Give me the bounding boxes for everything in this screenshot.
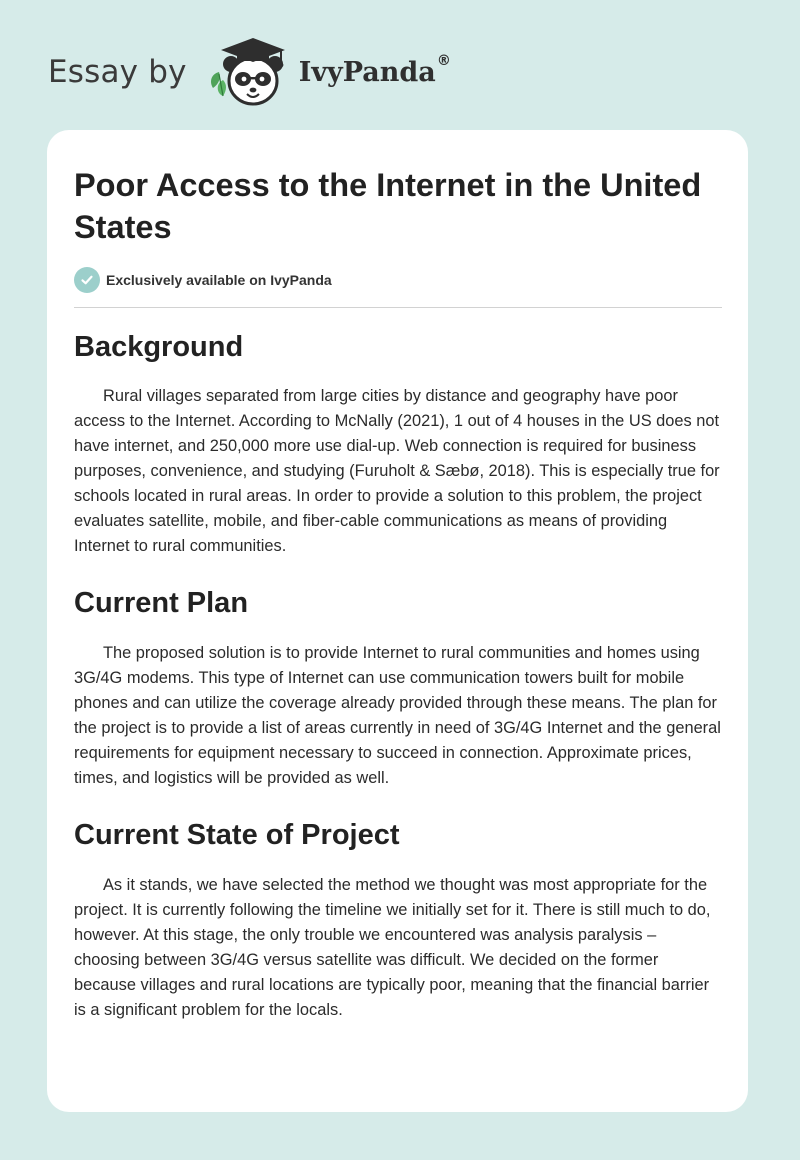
section-heading: Current State of Project — [74, 819, 400, 851]
registered-mark: ® — [436, 52, 451, 69]
check-circle-icon — [74, 267, 100, 293]
section-current-state — [74, 817, 722, 1023]
section-paragraph: As it stands, we have selected the method we thought was most appropriate for the project. It is currently following the timeline we initially set for it. There is still much to do, however. At this stage, the only trouble we encountered was analysis paralysis – choosing between 3G/4G versus satellite was difficult. We decided on the former because villages and rural locations are typically poor, meaning that the financial barrier is a significant problem for the locals. — [74, 876, 711, 1019]
essay-by-label: Essay by — [48, 54, 187, 90]
section-background — [74, 329, 722, 559]
section-heading: Current Plan — [74, 587, 249, 619]
exclusive-badge-label: Exclusively available on IvyPanda — [106, 272, 332, 288]
essay-card — [47, 130, 748, 1112]
exclusive-badge — [74, 265, 722, 295]
section-paragraph: The proposed solution is to provide Internet to rural communities and homes using 3G/4G modems. This type of Internet can use communication towers built for mobile phones and can utilize the coverage already provided through these means. The plan for the project is to provide a list of areas currently in need of 3G/4G Internet and the general requirements for equipment necessary to succeed in connection. Approximate prices, times, and logistics will be provided as well. — [74, 644, 721, 787]
brand-name[interactable]: IvyPanda® — [298, 52, 451, 88]
title-divider — [74, 307, 722, 308]
panda-logo-icon[interactable] — [201, 34, 293, 110]
section-paragraph: Rural villages separated from large cities by distance and geography have poor access to the Internet. According to McNally (2021), 1 out of 4 houses in the US does not have internet, and 250,000 more use dial-up. Web connection is required for business purposes, convenience, and studying (Furuholt & Sæbø, 2018). This is especially true for schools located in rural areas. In order to provide a solution to this problem, the project evaluates satellite, mobile, and fiber-cable communications as means of providing Internet to rural communities. — [74, 387, 720, 555]
site-header — [48, 34, 451, 110]
page-title: Poor Access to the Internet in the United States — [74, 167, 702, 245]
section-current-plan — [74, 585, 722, 791]
section-heading: Background — [74, 331, 244, 363]
